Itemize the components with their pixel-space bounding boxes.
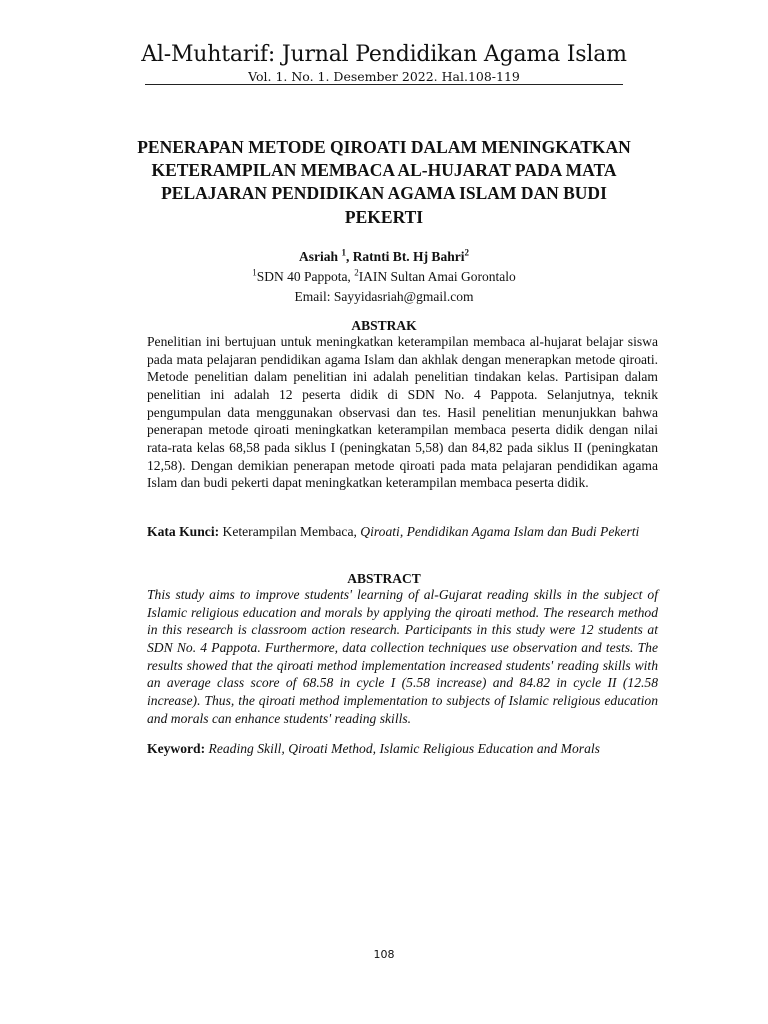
abstract-heading: ABSTRACT bbox=[347, 571, 421, 586]
journal-header bbox=[0, 40, 768, 84]
abstract-keywords-italic: Reading Skill, Qiroati Method, Islamic Religious Education and Morals bbox=[205, 741, 600, 756]
affiliation-2: IAIN Sultan Amai Gorontalo bbox=[358, 269, 516, 284]
page-number: 108 bbox=[373, 948, 395, 961]
author-email: Email: Sayyidasriah@gmail.com bbox=[294, 289, 474, 304]
abstrak-body: Penelitian ini bertujuan untuk meningkatkan keterampilan membaca al-hujarat belajar siswa pada mata pelajaran pendidikan agama Islam dan akhlak dengan menerapkan metode qiroati. Metode penelitian dalam penelitian ini adalah penelitian tindakan kelas. Partisipan dalam penelitian ini adalah 12 peserta didik di SDN No. 4 Pappota. Selanjutnya, teknik pengumpulan data menggunakan observasi dan tes. Hasil penelitian menunjukkan bahwa penerapan metode qiroati meningkatkan keterampilan membaca peserta didik dengan nilai rata-rata kelas 68,58 pada siklus I (peningkatan 5,58) dan 84,82 pada siklus II (peningkatan 12,58). Dengan demikian penerapan metode qiroati pada mata pelajaran pendidikan agama Islam dan budi pekerti dapat meningkatkan keterampilan membaca peserta didik. bbox=[147, 334, 658, 491]
abstrak-keywords-plain: Keterampilan Membaca, bbox=[219, 524, 361, 539]
affiliation-2-sup: 2 bbox=[354, 267, 359, 278]
author-separator: , bbox=[345, 249, 353, 264]
abstract-keywords bbox=[147, 740, 658, 758]
header-divider bbox=[145, 84, 623, 85]
abstrak-keywords-label: Kata Kunci: bbox=[147, 524, 220, 539]
author-affiliations bbox=[0, 267, 768, 287]
author-1: Asriah bbox=[299, 249, 339, 264]
author-2: Ratnti Bt. Hj Bahri bbox=[352, 249, 465, 264]
author-1-sup: 1 bbox=[341, 247, 346, 258]
author-2-sup: 2 bbox=[464, 247, 469, 258]
affiliation-1: SDN 40 Pappota, bbox=[256, 269, 355, 284]
affiliation-1-sup: 1 bbox=[252, 267, 257, 278]
article-title: PENERAPAN METODE QIROATI DALAM MENINGKATKAN KETERAMPILAN MEMBACA AL-HUJARAT PADA MATA PELAJARAN PENDIDIKAN AGAMA ISLAM DAN BUDI PEKERTI bbox=[137, 137, 631, 227]
abstrak-heading: ABSTRAK bbox=[351, 318, 417, 333]
abstrak-keywords bbox=[147, 523, 658, 541]
author-block bbox=[0, 247, 768, 307]
abstract-body: This study aims to improve students' learning of al-Gujarat reading skills in the subject of Islamic religious education and morals by applying the qiroati method. The research method in this research is classroom action research. Participants in this study were 12 students at SDN No. 4 Pappota. Furthermore, data collection techniques use observation and tests. The results showed that the qiroati method implementation increased students' reading skills with an average class score of 68.58 in cycle I (5.58 increase) and 84.82 in cycle II (12.58 increase). Thus, the qiroati method implementation to subjects of Islamic religious education and morals can enhance students' reading skills. bbox=[147, 587, 658, 726]
abstract-keywords-label: Keyword: bbox=[147, 741, 206, 756]
author-names bbox=[0, 247, 768, 267]
journal-name: Al-Muhtarif: Jurnal Pendidikan Agama Islam bbox=[141, 42, 627, 67]
journal-volume-info: Vol. 1. No. 1. Desember 2022. Hal.108-119 bbox=[248, 69, 520, 84]
abstrak-keywords-italic: Qiroati, Pendidikan Agama Islam dan Budi Pekerti bbox=[360, 524, 640, 539]
